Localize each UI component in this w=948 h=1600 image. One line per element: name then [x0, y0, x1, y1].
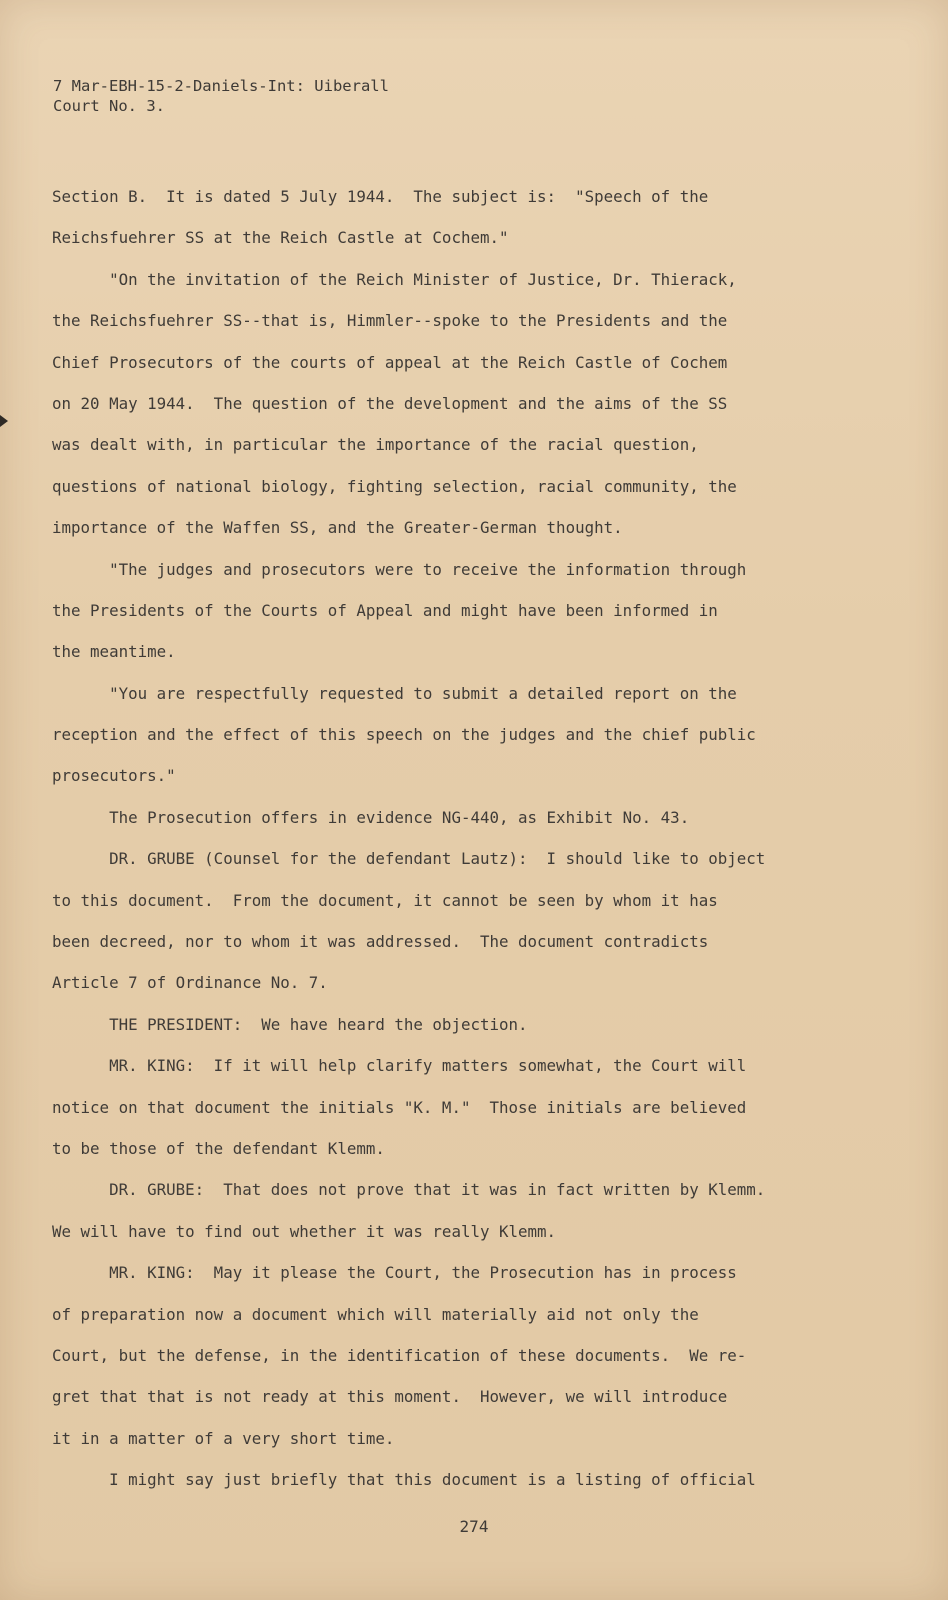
body-line: the meantime.	[52, 642, 176, 662]
transcript-header	[53, 76, 389, 116]
body-line: the Reichsfuehrer SS--that is, Himmler--spoke to the Presidents and the	[52, 311, 728, 331]
body-line: reception and the effect of this speech on the judges and the chief public	[52, 725, 756, 745]
body-line: Reichsfuehrer SS at the Reich Castle at Cochem."	[52, 228, 509, 248]
header-line-session: 7 Mar-EBH-15-2-Daniels-Int: Uiberall	[53, 77, 389, 95]
body-line: DR. GRUBE: That does not prove that it was in fact written by Klemm.	[52, 1180, 766, 1200]
body-line: Chief Prosecutors of the courts of appeal at the Reich Castle of Cochem	[52, 352, 728, 372]
body-line: it in a matter of a very short time.	[52, 1428, 395, 1448]
body-line: I might say just briefly that this document is a listing of official	[52, 1470, 756, 1490]
body-line: Section B. It is dated 5 July 1944. The subject is: "Speech of the	[52, 187, 709, 206]
body-line: "You are respectfully requested to submit a detailed report on the	[52, 683, 737, 703]
body-line: questions of national biology, fighting selection, racial community, the	[52, 476, 737, 496]
body-line: gret that that is not ready at this moment. However, we will introduce	[52, 1387, 728, 1407]
header-line-court: Court No. 3.	[53, 97, 165, 115]
body-line: "The judges and prosecutors were to receive the information through	[52, 559, 747, 579]
body-line: importance of the Waffen SS, and the Greater-German thought.	[52, 518, 623, 538]
body-line: to be those of the defendant Klemm.	[52, 1138, 385, 1158]
body-line: on 20 May 1944. The question of the development and the aims of the SS	[52, 393, 728, 413]
body-line: prosecutors."	[52, 766, 176, 786]
body-line: Article 7 of Ordinance No. 7.	[52, 973, 328, 993]
body-line: been decreed, nor to whom it was addressed. The document contradicts	[52, 932, 709, 952]
body-line: notice on that document the initials "K. M." Those initials are believed	[52, 1097, 747, 1117]
body-line: DR. GRUBE (Counsel for the defendant Lautz): I should like to object	[52, 849, 766, 869]
margin-mark	[0, 415, 8, 427]
body-line: "On the invitation of the Reich Minister of Justice, Dr. Thierack,	[52, 269, 737, 289]
page-number: 274	[459, 1517, 489, 1536]
transcript-body	[52, 176, 872, 1501]
body-line: to this document. From the document, it cannot be seen by whom it has	[52, 890, 718, 910]
body-line: MR. KING: May it please the Court, the Prosecution has in process	[52, 1263, 737, 1283]
body-line: The Prosecution offers in evidence NG-440, as Exhibit No. 43.	[52, 807, 690, 827]
body-line: was dealt with, in particular the importance of the racial question,	[52, 435, 699, 455]
body-line: Court, but the defense, in the identification of these documents. We re-	[52, 1345, 747, 1365]
body-line: We will have to find out whether it was really Klemm.	[52, 1221, 557, 1241]
body-line: MR. KING: If it will help clarify matters somewhat, the Court will	[52, 1056, 747, 1076]
body-line: of preparation now a document which will materially aid not only the	[52, 1304, 699, 1324]
body-line: THE PRESIDENT: We have heard the objection.	[52, 1014, 528, 1034]
body-line: the Presidents of the Courts of Appeal and might have been informed in	[52, 600, 718, 620]
